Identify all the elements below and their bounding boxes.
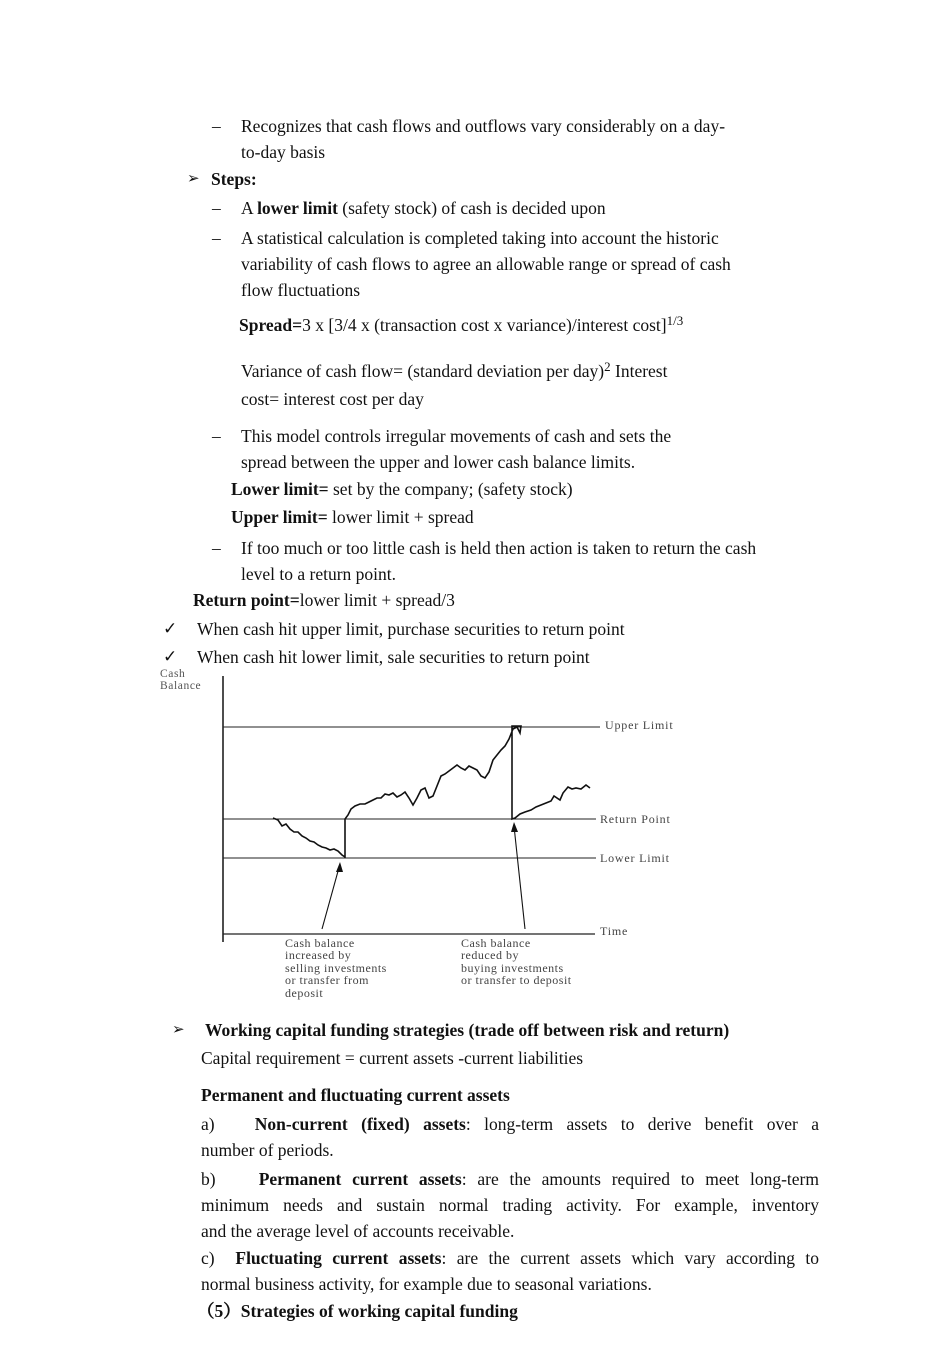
dash-bullet: – (212, 198, 221, 218)
step-2-line-3: flow fluctuations (241, 280, 361, 300)
intro-line-2: to-day basis (241, 142, 326, 162)
return-point-label: Return Point (600, 812, 671, 826)
arrow-head-icon (336, 862, 343, 872)
step-4-line-2: level to a return point. (241, 564, 397, 584)
annotation-left-line: increased by (285, 948, 352, 962)
section-5-heading: （5）Strategies of working capital funding (197, 1301, 518, 1321)
step-2-line-2: variability of cash flows to agree an allowable range or spread of cash (241, 254, 731, 274)
y-axis-label-line-2: Balance (160, 680, 202, 692)
working-capital-heading: Working capital funding strategies (trade off between risk and return) (205, 1020, 730, 1040)
lower-limit-definition: Lower limit= set by the company; (safety stock) (231, 479, 573, 499)
dash-bullet: – (212, 426, 221, 446)
item-b-line-2: minimum needs and sustain normal trading activity. For example, inventory (201, 1195, 819, 1215)
dash-bullet: – (212, 116, 221, 136)
x-axis-label: Time (600, 924, 629, 938)
upper-limit-definition: Upper limit= lower limit + spread (231, 507, 474, 527)
variance-formula-line-2: cost= interest cost per day (241, 389, 424, 409)
step-3-line-1: This model controls irregular movements of cash and sets the (241, 426, 672, 446)
arrow-bullet-icon: ➢ (187, 171, 200, 187)
annotation-left-line: Cash balance (285, 936, 355, 950)
y-axis-label-line-1: Cash (160, 668, 186, 680)
annotation-right-line: or transfer to deposit (461, 973, 572, 987)
annotation-left-line: selling investments (285, 961, 387, 975)
lower-limit-label: Lower Limit (600, 851, 670, 865)
check-item-upper: When cash hit upper limit, purchase securities to return point (197, 619, 625, 639)
annotation-left-line: deposit (285, 986, 324, 1000)
item-c-line-1: c) Fluctuating current assets: are the current assets which vary according to (201, 1248, 820, 1268)
item-b-line-3: and the average level of accounts receivable. (201, 1221, 515, 1241)
steps-heading: Steps: (211, 169, 257, 189)
item-a-line-1: a) Non-current (fixed) assets: long-term assets to derive benefit over a (201, 1114, 820, 1134)
check-item-lower: When cash hit lower limit, sale securities to return point (197, 647, 590, 667)
check-icon: ✓ (163, 619, 178, 638)
svg-text:Cash balance reduced by (461, 936, 572, 987)
item-a-line-2: number of periods. (201, 1140, 334, 1160)
variance-formula-line-1: Variance of cash flow= (standard deviation per day)$^2$ Interest (241, 359, 668, 381)
permanent-fluctuating-heading: Permanent and fluctuating current assets (201, 1085, 510, 1105)
step-2-line-1: A statistical calculation is completed taking into account the historic (241, 228, 719, 248)
upper-limit-label: Upper Limit (605, 718, 674, 732)
dash-bullet: – (212, 228, 221, 248)
arrow-head-icon (511, 822, 518, 832)
step-3-line-2: spread between the upper and lower cash balance limits. (241, 452, 636, 472)
item-b-line-1: b) Permanent current assets: are the amounts required to meet long-term (201, 1169, 820, 1189)
annotation-left-line: or transfer from (285, 973, 369, 987)
step-1: A lower limit (safety stock) of cash is decided upon (241, 198, 606, 218)
spread-formula: Spread=3 x [3/4 x (transaction cost x variance)/interest cost]$^{1/3}$ (239, 313, 684, 335)
annotation-right-line: Cash balance (461, 936, 531, 950)
cash-balance-path (273, 726, 590, 857)
check-icon: ✓ (163, 647, 178, 666)
annotation-right-line: buying investments (461, 961, 564, 975)
step-4-line-1: If too much or too little cash is held then action is taken to return the cash (241, 538, 757, 558)
dash-bullet: – (212, 538, 221, 558)
miller-orr-chart (150, 664, 730, 1004)
arrow-bullet-icon: ➢ (172, 1022, 185, 1038)
annotation-right-line: reduced by (461, 948, 519, 962)
item-c-line-2: normal business activity, for example due to seasonal variations. (201, 1274, 652, 1294)
return-point-definition: Return point=lower limit + spread/3 (193, 590, 455, 610)
svg-text:Cash balance increased by (285, 936, 390, 1000)
intro-line-1: Recognizes that cash flows and outflows vary considerably on a day- (241, 116, 726, 136)
capital-requirement: Capital requirement = current assets -current liabilities (201, 1048, 584, 1068)
